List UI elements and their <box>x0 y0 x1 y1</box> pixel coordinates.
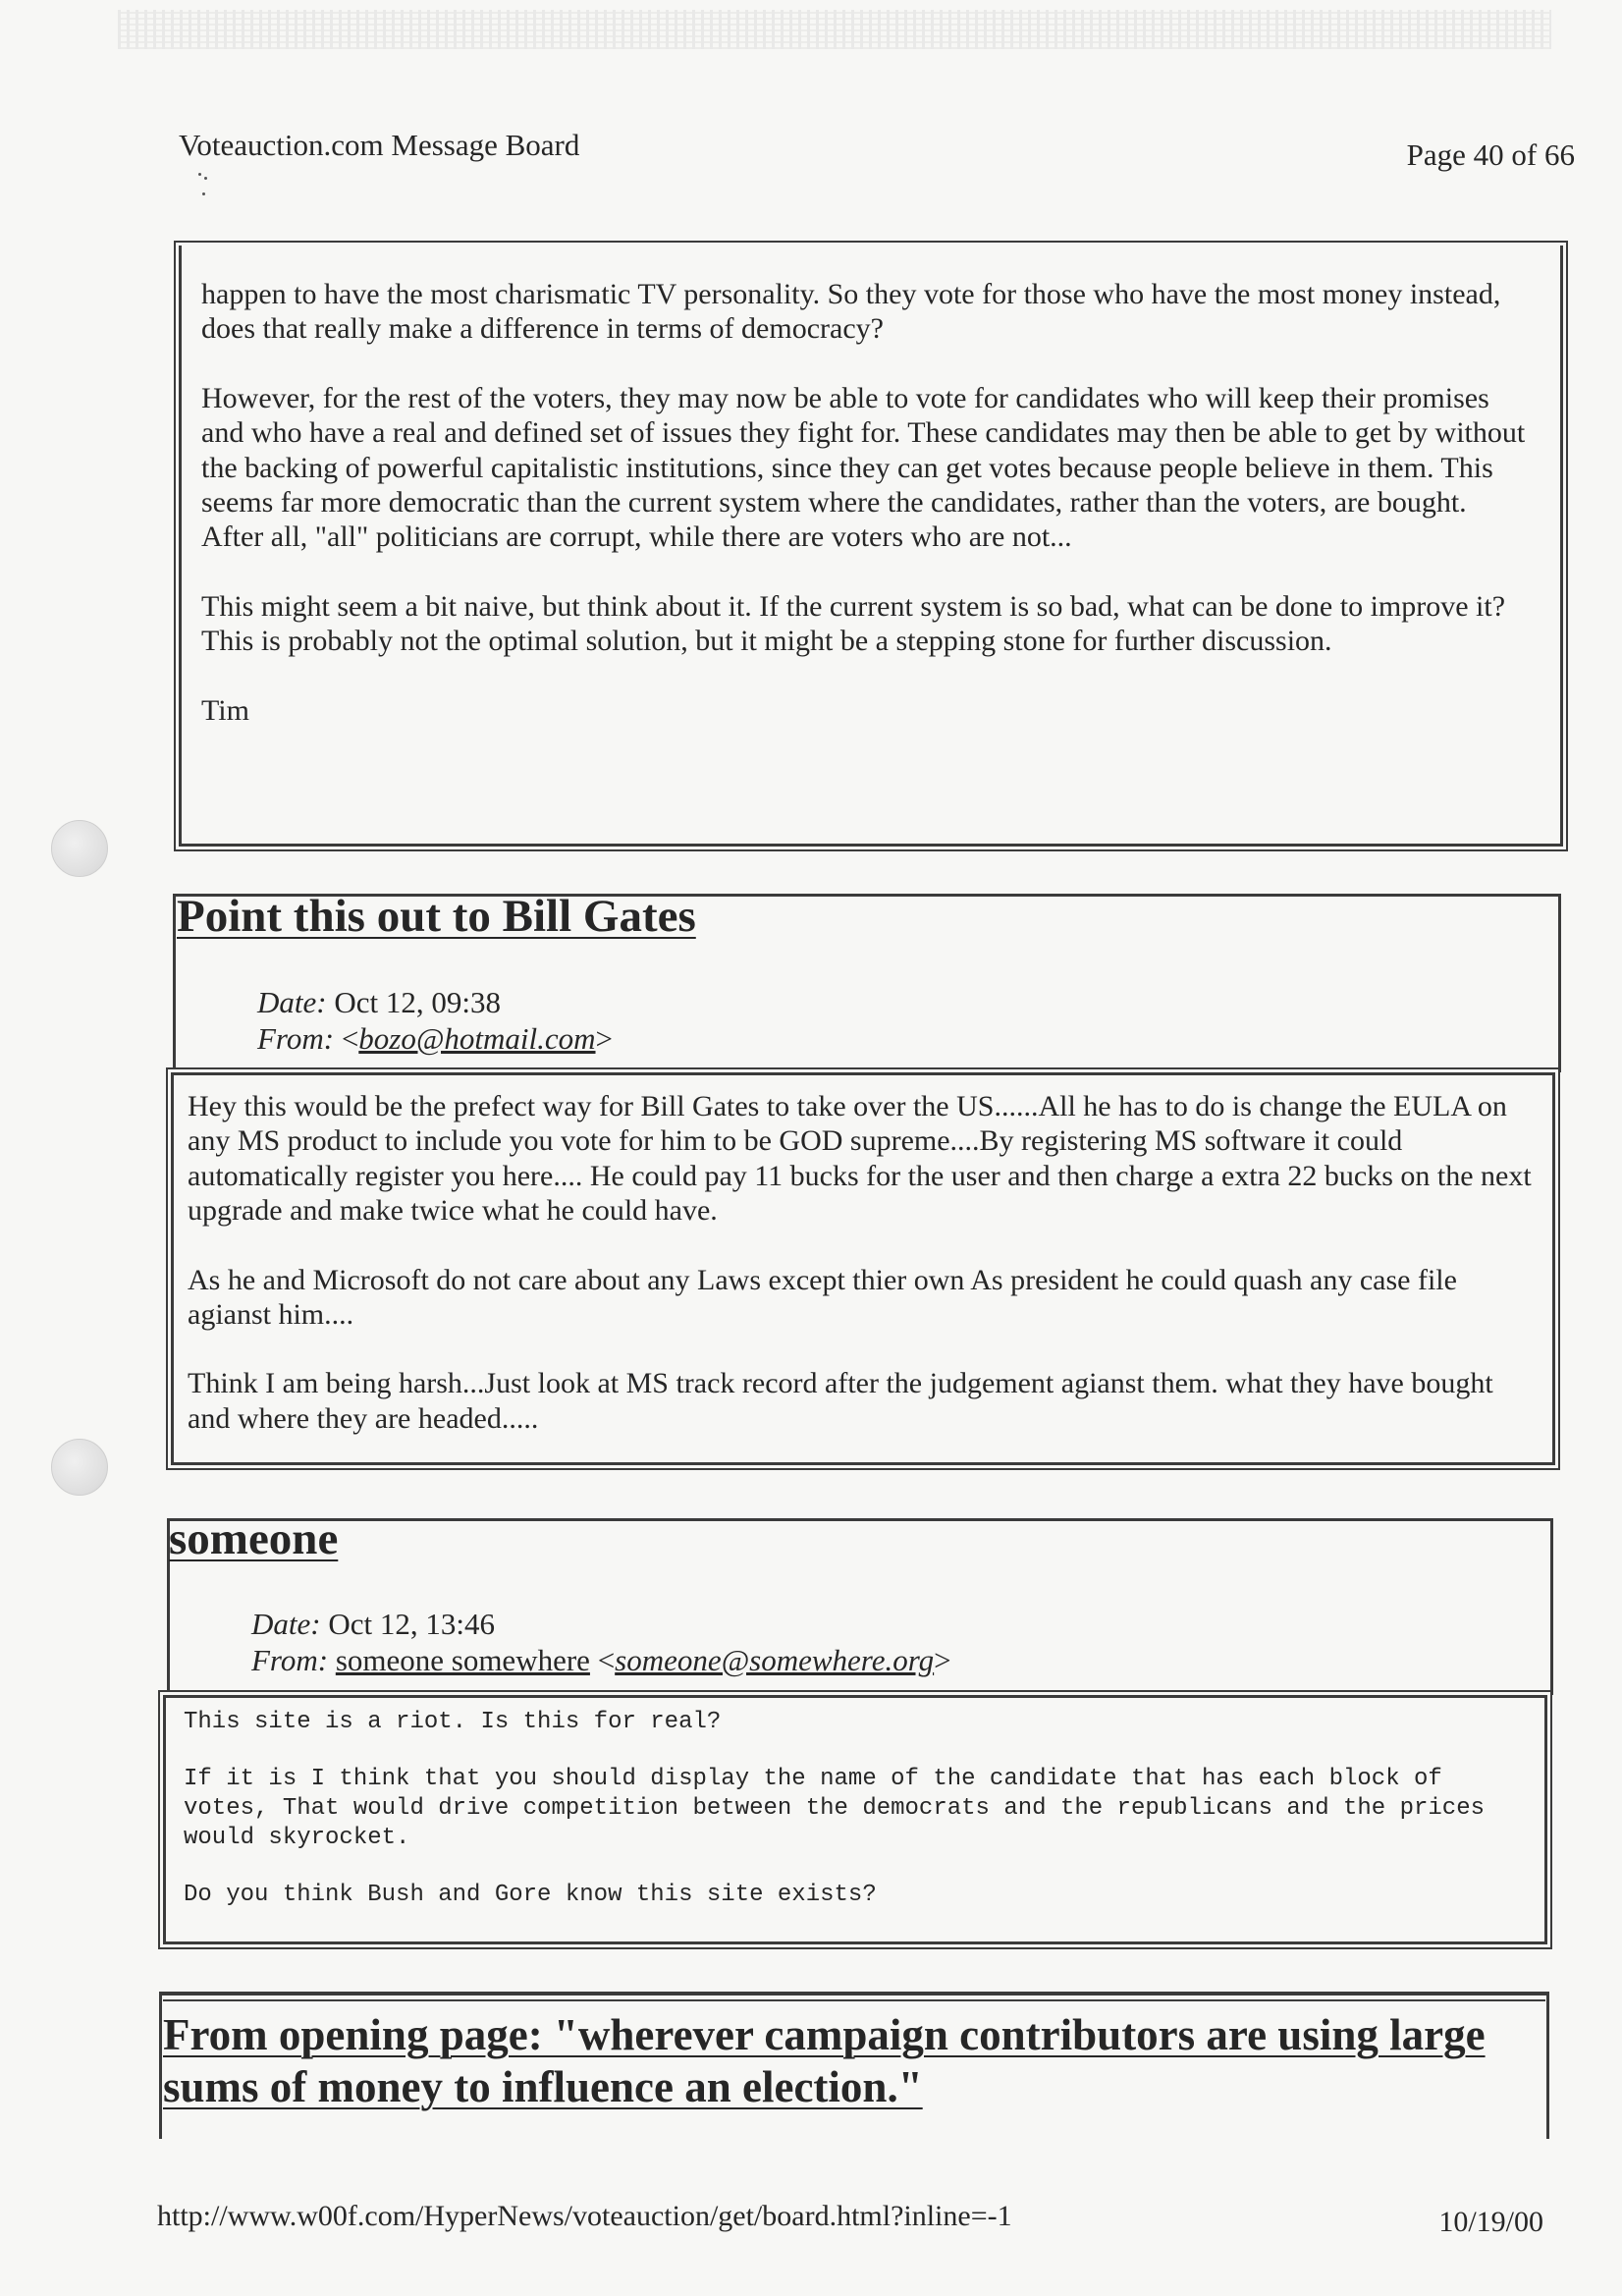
from-label: From: <box>251 1643 329 1678</box>
paragraph: As he and Microsoft do not care about any Laws except thier own As president he could quash any case file agianst him.... <box>188 1263 1457 1331</box>
author-email-link[interactable]: someone@somewhere.org <box>615 1643 935 1678</box>
paragraph: If it is I think that you should display the name of the candidate that has each block of votes, That would drive competition between the democrats and the republicans and the prices would skyrocket. <box>184 1766 1486 1851</box>
message-title-link[interactable]: From opening page: "wherever campaign contributors are using large sums of money to influence an election." <box>163 2010 1486 2112</box>
paragraph: Think I am being harsh...Just look at MS track record after the judgement agianst them. what they have bought and where they are headed..... <box>188 1367 1493 1435</box>
date-value: Oct 12, 09:38 <box>334 985 501 1019</box>
author-email-link[interactable]: bozo@hotmail.com <box>358 1021 596 1057</box>
bracket: < <box>597 1643 616 1678</box>
signature: Tim <box>201 693 249 727</box>
date-label: Date: <box>257 985 327 1019</box>
bracket: < <box>341 1021 359 1057</box>
page-indicator: Page 40 of 66 <box>1406 137 1575 172</box>
message-body-frame <box>163 1695 1547 1944</box>
message-body <box>188 1089 1542 1436</box>
paragraph: However, for the rest of the voters, they may now be able to vote for candidates who will keep their promises and who have a real and defined set of issues they fight for. These candidates may then be able to get by without the backing of powerful capitalistic institutions, since they can get votes because people believe in them. This seems far more democratic than the current system where the candidates, rather than the voters, are bought. After all, "all" politicians are corrupt, while there are voters who are not... <box>201 381 1526 554</box>
message-title-link[interactable]: Point this out to Bill Gates <box>177 891 696 942</box>
paragraph: happen to have the most charismatic TV personality. So they vote for those who have the most money instead, does that really make a difference in terms of democracy? <box>201 278 1501 346</box>
paragraph: Do you think Bush and Gore know this site exists? <box>184 1882 877 1908</box>
from-label: From: <box>257 1021 335 1057</box>
message-title-link[interactable]: someone <box>169 1513 339 1564</box>
bracket: > <box>934 1643 951 1678</box>
scan-specks <box>194 171 210 210</box>
message-header-frame-inner-line <box>163 1999 1545 2001</box>
message-body <box>184 1708 1531 1910</box>
scan-artifact <box>118 10 1551 49</box>
paragraph: This might seem a bit naive, but think about it. If the current system is so bad, what can be done to improve it? This is probably not the optimal solution, but it might be a stepping stone for further discussion. <box>201 589 1506 658</box>
punch-hole <box>51 1439 108 1496</box>
author-name-link[interactable]: someone somewhere <box>335 1643 590 1678</box>
message-meta <box>257 984 613 1057</box>
continued-post-frame <box>179 246 1563 847</box>
bracket: > <box>595 1021 613 1057</box>
print-date: 10/19/00 <box>1438 2206 1543 2238</box>
paragraph: This site is a riot. Is this for real? <box>184 1709 722 1735</box>
continued-post-body <box>201 277 1533 728</box>
paragraph: Hey this would be the prefect way for Bill Gates to take over the US......All he has to do is change the EULA on any MS product to include you vote for him to be GOD supreme....By registering MS software it could automatically register you here.... He could pay 11 bucks for the user and then charge a extra 22 bucks on the next upgrade and make twice what he could have. <box>188 1090 1532 1228</box>
page-url: http://www.w00f.com/HyperNews/voteauction/get/board.html?inline=-1 <box>157 2200 1012 2232</box>
message-body-frame <box>171 1072 1555 1465</box>
site-title: Voteauction.com Message Board <box>179 128 580 162</box>
punch-hole <box>51 820 108 877</box>
date-value: Oct 12, 13:46 <box>328 1607 495 1641</box>
message-meta <box>251 1606 951 1678</box>
date-label: Date: <box>251 1607 321 1641</box>
